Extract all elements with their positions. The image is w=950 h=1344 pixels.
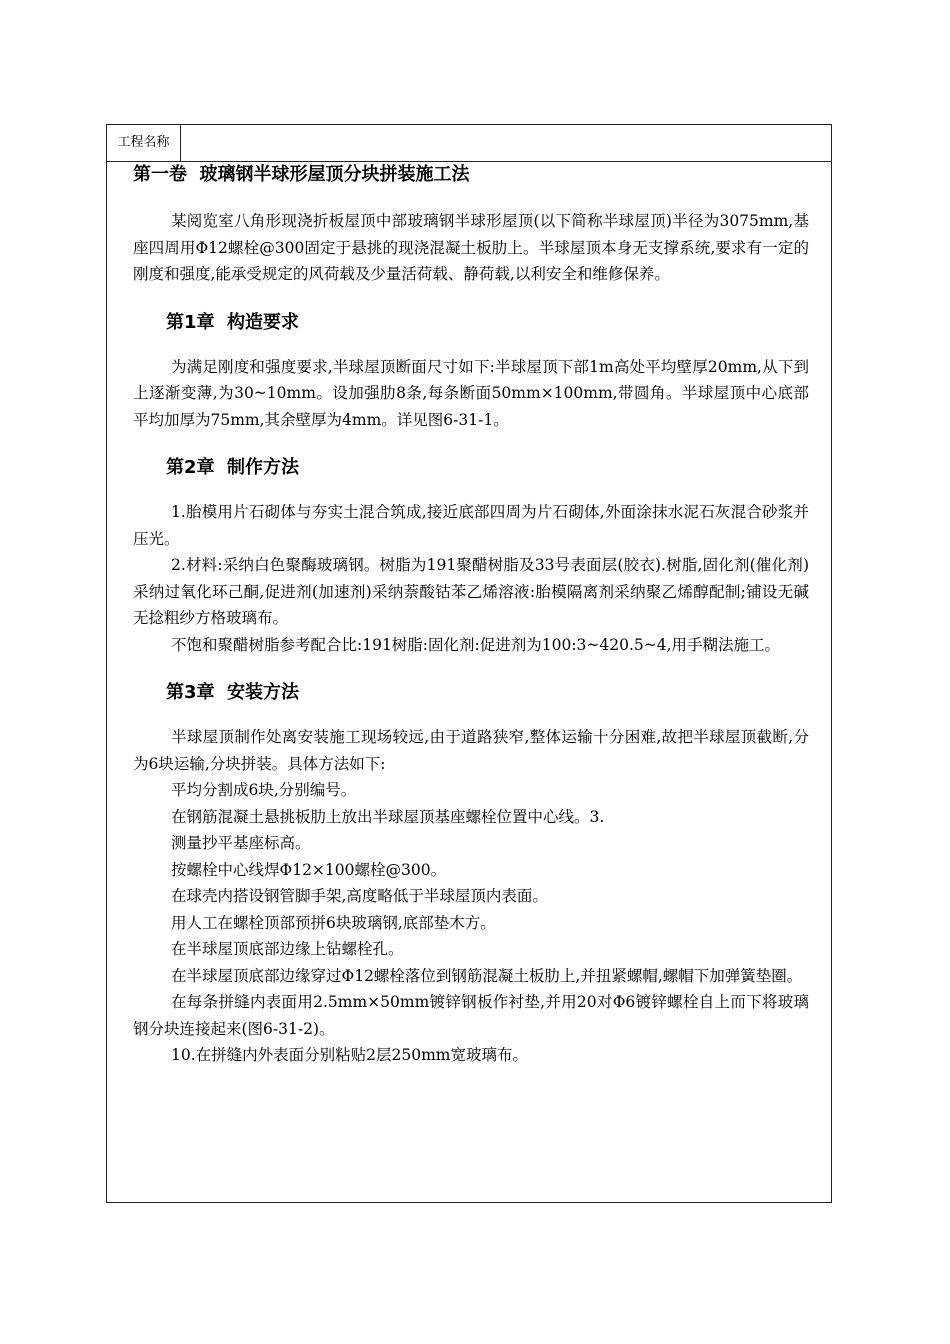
chapter-3-step: 在球壳内搭设钢管脚手架,高度略低于半球屋顶内表面。 bbox=[171, 887, 548, 905]
chapter-2-paragraph: 2.材料:采纳白色聚酶玻璃钢。树脂为191聚醋树脂及33号表面层(胶衣).树脂,固化剂(催化剂)采纳过氧化环己酮,促进剂(加速剂)采纳萘酸钴苯乙烯溶液:胎模隔离剂采纳聚乙烯醇配制;铺设无碱无捻粗纱方格玻璃布。 bbox=[133, 556, 809, 627]
chapter-3-step: 在半球屋顶底部边缘穿过Φ12螺栓落位到钢筋混凝土板肋上,并扭紧螺帽,螺帽下加弹簧垫圈。 bbox=[171, 966, 803, 985]
intro-section bbox=[133, 208, 809, 288]
chapter-2-title: 第2章 制作方法 bbox=[166, 457, 300, 478]
chapter-2-body bbox=[133, 499, 809, 658]
chapter-3-step: 在钢筋混凝土悬挑板肋上放出半球屋顶基座螺栓位置中心线。3. bbox=[171, 807, 605, 826]
project-name-label: 工程名称 bbox=[107, 125, 181, 161]
volume-title: 第一卷 玻璃钢半球形屋顶分块拼装施工法 bbox=[133, 164, 470, 185]
header-row bbox=[107, 125, 831, 162]
chapter-3-step: 测量抄平基座标高。 bbox=[171, 834, 311, 852]
chapter-2-paragraph: 不饱和聚醋树脂参考配合比:191树脂:固化剂:促进剂为100:3~420.5~4,用手糊法施工。 bbox=[171, 635, 781, 654]
chapter-3-paragraph: 半球屋顶制作处离安装施工现场较远,由于道路狭窄,整体运输十分困难,故把半球屋顶截断,分为6块运输,分块拼装。具体方法如下: bbox=[133, 728, 809, 773]
chapter-3-step: 在每条拼缝内表面用2.5mm×50mm镀锌钢板作衬垫,并用20对Φ6镀锌螺栓自上而下将玻璃钢分块连接起来(图6-31-2)。 bbox=[133, 993, 809, 1038]
chapter-3-step: 平均分割成6块,分别编号。 bbox=[171, 781, 357, 799]
chapter-3-step: 用人工在螺栓顶部预拼6块玻璃钢,底部垫木方。 bbox=[171, 913, 496, 932]
chapter-3-step: 按螺栓中心线焊Φ12×100螺栓@300。 bbox=[171, 860, 447, 879]
chapter-3-step: 10.在拼缝内外表面分别粘贴2层250mm宽玻璃布。 bbox=[171, 1046, 528, 1064]
chapter-1-paragraph: 为满足刚度和强度要求,半球屋顶断面尺寸如下:半球屋顶下部1m高处平均壁厚20mm,从下到上逐渐变薄,为30~10mm。设加强肋8条,每条断面50mm×100mm,带圆角。半球屋顶中心底部平均加厚为75mm,其余壁厚为4mm。详见图6-31-1。 bbox=[133, 357, 809, 429]
document-sheet bbox=[106, 124, 832, 1203]
chapter-1-body bbox=[133, 354, 809, 434]
project-name-value bbox=[181, 125, 831, 161]
chapter-3-title: 第3章 安装方法 bbox=[166, 682, 300, 703]
chapter-3-step: 在半球屋顶底部边缘上钻螺栓孔。 bbox=[171, 940, 404, 958]
chapter-2-paragraph: 1.胎模用片石砌体与夯实土混合筑成,接近底部四周为片石砌体,外面涂抹水泥石灰混合砂浆并压光。 bbox=[133, 503, 809, 548]
chapter-3-body bbox=[133, 724, 809, 1069]
document-body bbox=[133, 162, 809, 1091]
chapter-1-title: 第1章 构造要求 bbox=[166, 311, 300, 333]
intro-paragraph: 某阅览室八角形现浇折板屋顶中部玻璃钢半球形屋顶(以下简称半球屋顶)半径为3075mm,基座四周用Φ12螺栓@300固定于悬挑的现浇混凝土板肋上。半球屋顶本身无支撑系统,要求有一定的刚度和强度,能承受规定的风荷载及少量活荷载、静荷载,以利安全和维修保养。 bbox=[133, 212, 809, 283]
